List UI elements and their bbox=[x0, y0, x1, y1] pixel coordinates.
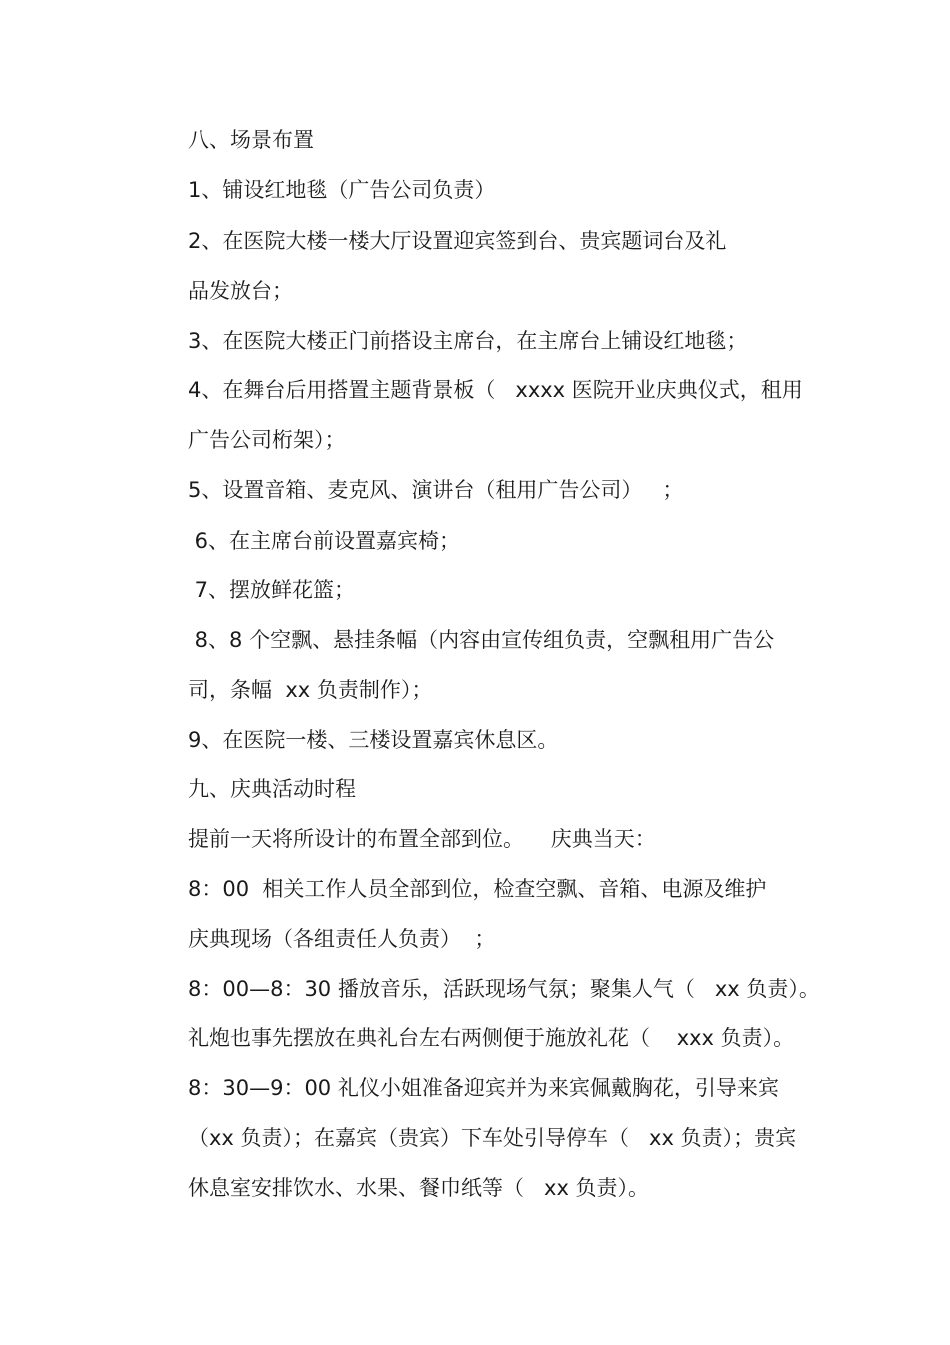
paragraph-line: 广告公司桁架）； bbox=[188, 428, 346, 452]
paragraph-line: 6、在主席台前设置嘉宾椅； bbox=[188, 529, 461, 553]
paragraph-line: 8、8 个空飘、悬挂条幅（内容由宣传组负责，空飘租用广告公 bbox=[188, 628, 775, 652]
paragraph-line: 3、在医院大楼正门前搭设主席台，在主席台上铺设红地毯； bbox=[188, 329, 748, 353]
paragraph-line: 庆典现场（各组责任人负责） ； bbox=[188, 927, 496, 951]
paragraph-line: 4、在舞台后用搭置主题背景板（ xxxx 医院开业庆典仪式，租用 bbox=[188, 378, 803, 402]
paragraph-line: 礼炮也事先摆放在典礼台左右两侧便于施放礼花（ xxx 负责）。 bbox=[188, 1026, 795, 1050]
section-heading-9: 九、庆典活动时程 bbox=[188, 777, 356, 801]
paragraph-line: 1、铺设红地毯（广告公司负责） bbox=[188, 178, 496, 202]
paragraph-line: 8：00 相关工作人员全部到位，检查空飘、音箱、电源及维护 bbox=[188, 877, 767, 901]
paragraph-line: 提前一天将所设计的布置全部到位。 庆典当天： bbox=[188, 827, 656, 851]
paragraph-line: 8：30—9：00 礼仪小姐准备迎宾并为来宾佩戴胸花，引导来宾 bbox=[188, 1076, 779, 1100]
paragraph-line: 司，条幅 xx 负责制作）； bbox=[188, 678, 433, 702]
paragraph-line: 品发放台； bbox=[188, 279, 293, 303]
paragraph-line: 7、摆放鲜花篮； bbox=[188, 578, 356, 602]
paragraph-line: 8：00—8：30 播放音乐，活跃现场气氛；聚集人气（ xx 负责）。 bbox=[188, 977, 820, 1001]
section-heading-8: 八、场景布置 bbox=[188, 128, 314, 152]
paragraph-line: 5、设置音箱、麦克风、演讲台（租用广告公司） ； bbox=[188, 478, 684, 502]
paragraph-line: 9、在医院一楼、三楼设置嘉宾休息区。 bbox=[188, 728, 559, 752]
paragraph-line: （xx 负责）；在嘉宾（贵宾）下车处引导停车（ xx 负责）；贵宾 bbox=[188, 1126, 797, 1150]
paragraph-line: 2、在医院大楼一楼大厅设置迎宾签到台、贵宾题词台及礼 bbox=[188, 229, 727, 253]
paragraph-line: 休息室安排饮水、水果、餐巾纸等（ xx 负责）。 bbox=[188, 1176, 650, 1200]
